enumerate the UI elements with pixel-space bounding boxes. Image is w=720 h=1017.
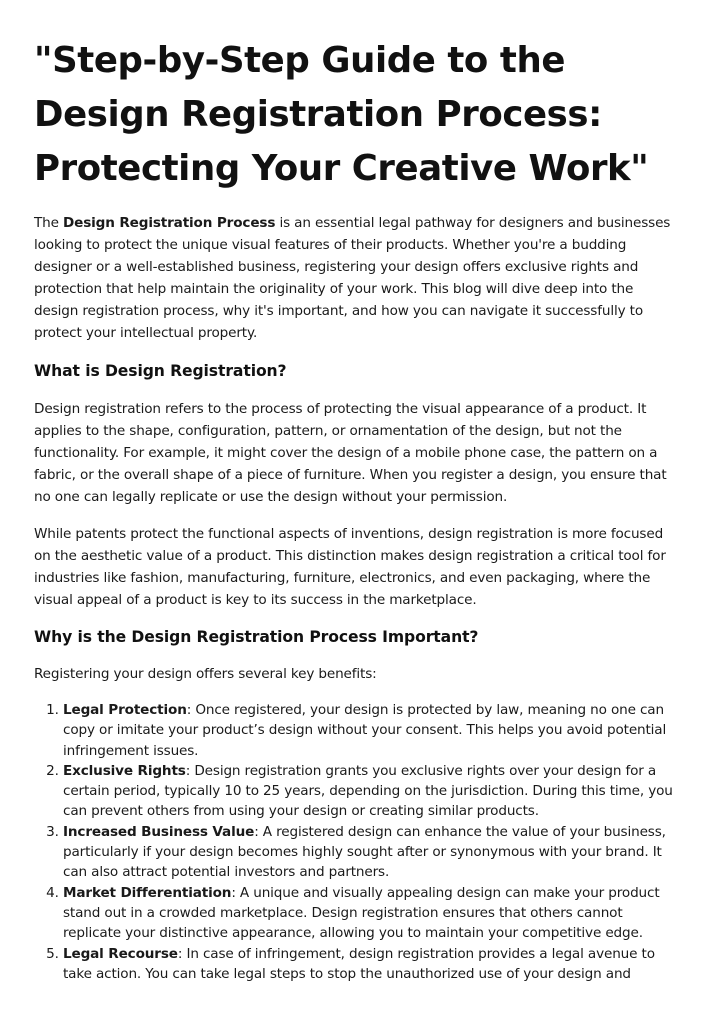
benefit-text: : Design registration grants you exclusive rights over your design for a certain period, typically 10 to 25 years, depending on the jurisdiction. During this time, you can prevent others from using your design or creating similar products. bbox=[63, 762, 673, 820]
benefit-term: Legal Recourse bbox=[63, 945, 178, 962]
benefit-term: Legal Protection bbox=[63, 702, 187, 718]
benefit-term: Market Differentiation bbox=[63, 884, 232, 901]
heading-why-important: Why is the Design Registration Process Important? bbox=[34, 628, 479, 646]
heading-what-is-design-registration: What is Design Registration? bbox=[34, 362, 287, 380]
list-item bbox=[63, 822, 680, 883]
intro-rest: is an essential legal pathway for designers and businesses looking to protect the unique visual features of their products. Whether you're a budding designer or a well-established business, registering your design offers exclusive rights and protection that help maintain the originality of your work. This blog will dive deep into the design registration process, why it's important, and how you can navigate it successfully to protect your intellectual property. bbox=[34, 215, 671, 341]
list-item bbox=[63, 761, 680, 822]
benefit-text: : In case of infringement, design registration provides a legal avenue to take action. You can take legal steps to stop the unauthorized use of your design and bbox=[63, 945, 655, 982]
benefits-list bbox=[34, 700, 680, 984]
intro-bold-term: Design Registration Process bbox=[63, 215, 276, 231]
benefit-text: : Once registered, your design is protected by law, meaning no one can copy or imitate your product’s design without your consent. This helps you avoid potential infringement issues. bbox=[63, 702, 667, 759]
intro-paragraph bbox=[34, 212, 680, 344]
benefit-term: Increased Business Value bbox=[63, 823, 255, 840]
definition-paragraph: Design registration refers to the process of protecting the visual appearance of a product. It applies to the shape, configuration, pattern, or ornamentation of the design, but not the functionality. For example, it might cover the design of a mobile phone case, the pattern on a fabric, or the overall shape of a piece of furniture. When you register a design, you ensure that no one can legally replicate or use the design without your permission. bbox=[34, 401, 667, 505]
list-item bbox=[63, 700, 680, 761]
page-title: "Step-by-Step Guide to the Design Registration Process: Protecting Your Creative Work" bbox=[34, 40, 649, 189]
list-item bbox=[63, 944, 680, 985]
patent-comparison-paragraph: While patents protect the functional aspects of inventions, design registration is more focused on the aesthetic value of a product. This distinction makes design registration a critical tool for industries like fashion, manufacturing, furniture, electronics, and even packaging, where the visual appeal of a product is key to its success in the marketplace. bbox=[34, 526, 666, 608]
benefits-intro: Registering your design offers several key benefits: bbox=[34, 666, 377, 682]
benefit-term: Exclusive Rights bbox=[63, 762, 186, 779]
intro-lead: The bbox=[34, 215, 64, 231]
list-item bbox=[63, 883, 680, 944]
benefit-text: : A unique and visually appealing design can make your product stand out in a crowded marketplace. Design registration ensures that others cannot replicate your distinctive appearance, allowing you to maintain your competitive edge. bbox=[63, 884, 660, 942]
benefit-text: : A registered design can enhance the value of your business, particularly if your design becomes highly sought after or synonymous with your brand. It can also attract potential investors and partners. bbox=[63, 823, 666, 881]
